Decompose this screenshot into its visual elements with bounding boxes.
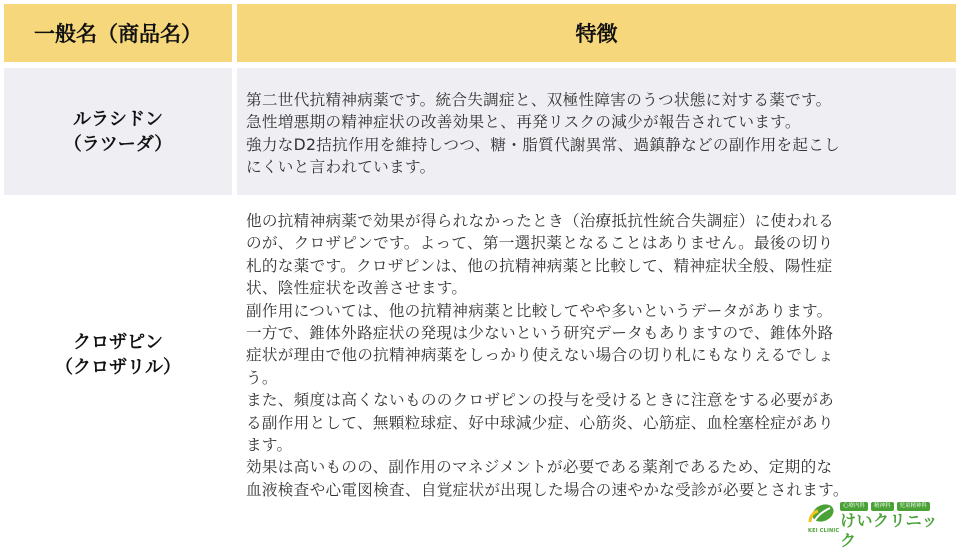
logo-badge: 心療内科: [840, 502, 868, 511]
drug-generic-name: クロザピン: [73, 332, 163, 353]
logo-subtitle: KEI CLINIC: [808, 528, 840, 534]
row-clozapine-name-cell: [4, 200, 232, 510]
row-lurasidone-name-cell: [4, 68, 232, 195]
drug-feature-text: 第二世代抗精神病薬です。統合失調症と、双極性障害のうつ状態に対する薬です。 急性増悪期の精神症状の改善効果と、再発リスクの減少が報告されています。 強力なD2拮抗作用を維持しつつ、糖・脂質代謝異常、過鎮静などの副作用を起こし にくいと言われています。: [246, 91, 841, 177]
header-feature-column: 特徴: [237, 4, 956, 62]
row-lurasidone-feature-cell: [237, 68, 956, 195]
logo-badge: 児童精神科: [897, 502, 931, 511]
clinic-logo: [806, 502, 952, 550]
row-clozapine-feature-cell: [237, 200, 956, 510]
logo-clinic-name: けいクリニック: [840, 511, 939, 550]
drug-generic-name: ルラシドン: [73, 108, 163, 130]
drug-feature-text: 他の抗精神病薬で効果が得られなかったとき（治療抵抗性統合失調症）に使われる のが、クロザピンです。よって、第一選択薬となることはありません。最後の切り 札的な薬です。クロザピンは、他の抗精神病薬と比較して、精神症状全般、陽性症 状、陰性症状を改善させます。 副作用については、他の抗精神病薬と比較してやや多いというデータがあります。 一方で、錐体外路症状の発現は少ないという研究データもありますので、錐体外路 症状が理由で他の抗精神病薬をしっかり使えない場合の切り札にもなりえるでしょ う。 また、頻度は高くないもののクロザピンの投与を受けるときに注意をする必要があ る副作用として、無顆粒球症、好中球減少症、心筋炎、心筋症、血栓塞栓症があり ます。 効果は高いものの、副作用のマネジメントが必要である薬剤であるため、定期的な 血液検査や心電図検査、自覚症状が出現した場合の速やかな受診が必要とされます。: [246, 212, 849, 499]
logo-badge: 精神科: [871, 502, 894, 511]
drug-brand-name: （ラツーダ）: [63, 133, 173, 155]
drug-brand-name: （クロザリル）: [55, 357, 181, 378]
logo-badges: [840, 502, 930, 511]
header-name-column: 一般名（商品名）: [4, 4, 232, 62]
